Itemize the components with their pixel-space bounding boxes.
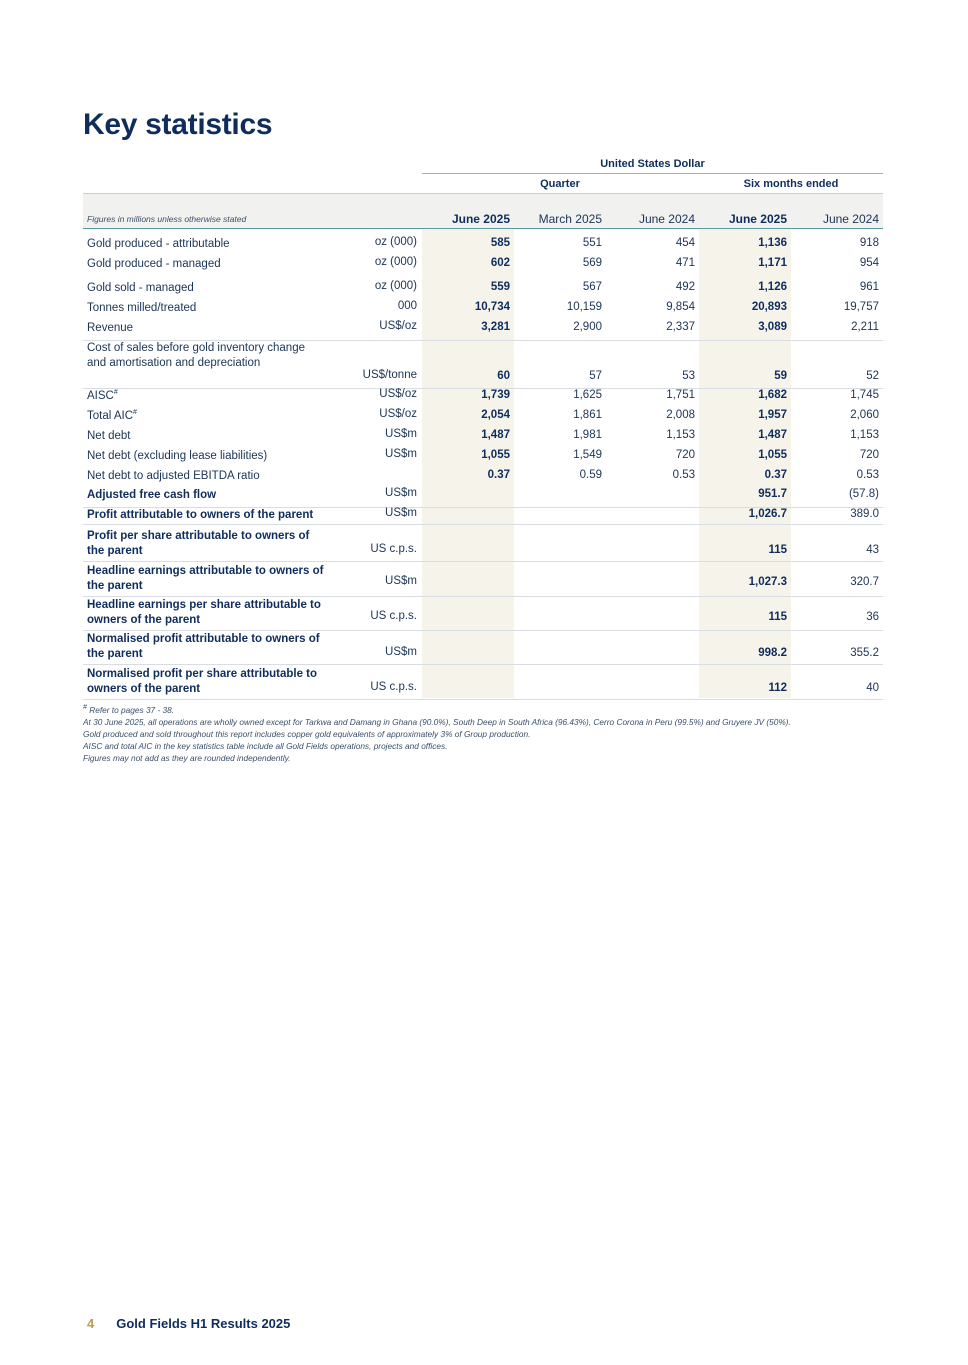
- row-label: [87, 632, 320, 662]
- table-row: [83, 408, 883, 428]
- table-row: [83, 528, 883, 561]
- row-value: 559: [490, 281, 510, 293]
- footnote-marker: #: [133, 409, 137, 417]
- row-value: 52: [866, 370, 879, 382]
- row-label-text: Gold produced - attributable: [87, 238, 230, 250]
- row-value: 10,159: [566, 301, 602, 313]
- row-label-line: the parent: [87, 580, 143, 592]
- row-label: [87, 469, 260, 484]
- row-unit: US$/tonne: [362, 369, 417, 381]
- row-unit: US c.p.s.: [370, 543, 417, 555]
- table-row: [83, 563, 883, 596]
- row-value: 1,861: [573, 409, 602, 421]
- row-value: 567: [582, 281, 602, 293]
- row-label-line: owners of the parent: [87, 683, 201, 695]
- row-value: 10,734: [474, 301, 510, 313]
- row-value: 3,089: [758, 321, 787, 333]
- row-value: 1,549: [573, 449, 602, 461]
- currency-header: United States Dollar: [600, 158, 705, 170]
- row-value: 1,739: [481, 389, 510, 401]
- row-value: 20,893: [751, 301, 787, 313]
- row-unit: US$m: [385, 448, 417, 460]
- document-year: 2025: [261, 1316, 291, 1331]
- row-value: 60: [497, 370, 510, 382]
- row-value: 951.7: [758, 488, 787, 500]
- footnote-refer: [83, 705, 174, 717]
- row-value: 0.59: [579, 469, 602, 481]
- row-value: 1,055: [481, 449, 510, 461]
- table-row: [83, 300, 883, 320]
- row-value: 1,981: [573, 429, 602, 441]
- table-row: [83, 256, 883, 280]
- row-label-text: Net debt (excluding lease liabilities): [87, 450, 268, 462]
- row-value: 454: [675, 237, 695, 249]
- row-label-text: Revenue: [87, 322, 134, 334]
- footnote-marker: #: [83, 704, 87, 712]
- row-divider: [83, 524, 883, 525]
- row-value: 9,854: [666, 301, 695, 313]
- quarter-group-header: Quarter: [540, 178, 580, 190]
- row-unit: US$m: [385, 575, 417, 587]
- row-label-text: Net debt to adjusted EBITDA ratio: [87, 470, 260, 482]
- row-value: 1,026.7: [748, 508, 787, 520]
- col-head-q-june-2024: June 2024: [638, 212, 695, 226]
- row-value: 0.37: [487, 469, 510, 481]
- row-label-line: Profit per share attributable to owners of: [87, 530, 310, 542]
- row-label: [87, 321, 133, 336]
- row-unit: oz (000): [374, 256, 417, 268]
- page-number: 4: [87, 1316, 95, 1331]
- row-label: [87, 429, 130, 444]
- row-label: [87, 389, 118, 404]
- currency-header-rule: [422, 173, 883, 174]
- row-label-text: Profit attributable to owners of the parent: [87, 509, 314, 521]
- column-header-rule: [83, 228, 883, 229]
- col-head-h-june-2025: June 2025: [728, 212, 787, 226]
- row-label: [87, 281, 194, 296]
- row-label: [87, 301, 196, 316]
- row-divider: [83, 561, 883, 562]
- row-value: 389.0: [850, 508, 879, 520]
- row-value: 2,900: [573, 321, 602, 333]
- row-value: 115: [768, 611, 787, 623]
- col-head-q-june-2025: June 2025: [451, 212, 510, 226]
- group-header-rule: [83, 193, 883, 194]
- col-head-h-june-2024: June 2024: [822, 212, 879, 226]
- row-value: 0.53: [672, 469, 695, 481]
- footnote-rounding: Figures may not add as they are rounded independently.: [83, 753, 291, 763]
- row-label: [87, 598, 321, 628]
- row-value: 720: [859, 449, 879, 461]
- row-label-text: AISC: [87, 390, 114, 402]
- row-value: 0.37: [764, 469, 787, 481]
- row-value: 1,682: [758, 389, 787, 401]
- row-unit: US$/oz: [379, 388, 417, 400]
- table-row: [83, 666, 883, 699]
- six-months-group-header: Six months ended: [743, 178, 839, 190]
- row-value: 954: [859, 257, 879, 269]
- page-footer: [87, 1316, 290, 1331]
- row-label: [87, 564, 323, 594]
- table-row: [83, 320, 883, 340]
- footnote-copper: Gold produced and sold throughout this report includes copper gold equivalents of approximately 3% of Group production.: [83, 729, 531, 739]
- document-title-text: Gold Fields H1 Results: [116, 1316, 262, 1331]
- row-label-line: Cost of sales before gold inventory change: [87, 342, 305, 354]
- row-label: [87, 237, 230, 252]
- row-label-text: Adjusted free cash flow: [87, 489, 217, 501]
- row-unit: oz (000): [374, 280, 417, 292]
- row-value: 112: [768, 682, 787, 694]
- row-label-text: Total AIC: [87, 410, 134, 422]
- row-value: 918: [859, 237, 879, 249]
- row-value: 0.53: [856, 469, 879, 481]
- row-label-text: Gold sold - managed: [87, 282, 194, 294]
- row-unit: US c.p.s.: [370, 610, 417, 622]
- row-value: 1,171: [758, 257, 787, 269]
- row-label-line: Headline earnings attributable to owners of: [87, 565, 324, 577]
- table-row: [83, 340, 883, 388]
- row-label-text: Tonnes milled/treated: [87, 302, 197, 314]
- row-label-line: Normalised profit per share attributable to: [87, 668, 318, 680]
- row-label: [87, 449, 267, 464]
- table-row: [83, 428, 883, 448]
- table-row: [83, 597, 883, 630]
- row-label-line: the parent: [87, 545, 143, 557]
- row-value: 1,027.3: [748, 576, 787, 588]
- row-value: 53: [682, 370, 695, 382]
- row-value: 492: [675, 281, 695, 293]
- table-row: [83, 448, 883, 468]
- row-value: 569: [582, 257, 602, 269]
- row-unit: 000: [397, 300, 417, 312]
- row-label: [87, 529, 309, 559]
- row-value: 2,211: [851, 321, 879, 333]
- table-row: [83, 388, 883, 408]
- row-value: (57.8): [848, 488, 879, 500]
- row-value: 961: [859, 281, 879, 293]
- row-label: [87, 488, 216, 503]
- row-label: [87, 257, 221, 272]
- table-row: [83, 487, 883, 507]
- row-value: 1,153: [666, 429, 695, 441]
- row-label: [87, 341, 305, 371]
- row-value: 1,153: [850, 429, 879, 441]
- page-title: Key statistics: [83, 108, 273, 141]
- units-note: Figures in millions unless otherwise stated: [87, 214, 247, 224]
- footnote-ownership: At 30 June 2025, all operations are wholly owned except for Tarkwa and Damang in Ghana (90.0%), South Deep in South Africa (96.43%), Cerro Corona in Peru (99.5%) and Gruyere JV (50%).: [83, 717, 791, 727]
- table-row: [83, 280, 883, 300]
- row-value: 3,281: [481, 321, 510, 333]
- row-value: 998.2: [758, 647, 787, 659]
- row-unit: US$m: [385, 646, 417, 658]
- row-value: 1,136: [758, 237, 787, 249]
- row-unit: oz (000): [374, 236, 417, 248]
- row-unit: US$m: [385, 428, 417, 440]
- row-label-text: Gold produced - managed: [87, 258, 221, 270]
- table-row: [83, 468, 883, 488]
- row-unit: US$m: [385, 487, 417, 499]
- row-value: 2,060: [850, 409, 879, 421]
- row-unit: US c.p.s.: [370, 681, 417, 693]
- row-label-line: owners of the parent: [87, 614, 201, 626]
- row-label-line: the parent: [87, 648, 143, 660]
- document-title: [116, 1316, 290, 1331]
- footnote-text: Refer to pages 37 - 38.: [89, 705, 175, 715]
- row-label-line: Headline earnings per share attributable to: [87, 599, 321, 611]
- row-value: 43: [866, 544, 879, 556]
- row-value: 2,337: [666, 321, 695, 333]
- row-value: 1,625: [573, 389, 602, 401]
- row-value: 36: [866, 611, 879, 623]
- footnote-aisc: AISC and total AIC in the key statistics table include all Gold Fields operations, projects and offices.: [83, 741, 448, 751]
- row-value: 2,008: [666, 409, 695, 421]
- row-unit: US$m: [385, 507, 417, 519]
- row-value: 355.2: [850, 647, 879, 659]
- row-value: 57: [589, 370, 602, 382]
- row-value: 585: [490, 237, 510, 249]
- row-value: 320.7: [850, 576, 879, 588]
- row-value: 1,487: [481, 429, 510, 441]
- row-value: 115: [768, 544, 787, 556]
- row-value: 602: [490, 257, 510, 269]
- row-label: [87, 508, 313, 523]
- row-value: 59: [774, 370, 787, 382]
- row-divider: [83, 664, 883, 665]
- row-label-line: and amortisation and depreciation: [87, 357, 261, 369]
- row-value: 19,757: [843, 301, 879, 313]
- row-value: 1,957: [758, 409, 787, 421]
- row-label: [87, 409, 137, 424]
- row-label-line: Normalised profit attributable to owners of: [87, 633, 320, 645]
- row-divider: [83, 699, 883, 700]
- col-head-q-march-2025: March 2025: [538, 212, 602, 226]
- row-unit: US$/oz: [379, 408, 417, 420]
- row-value: 1,487: [758, 429, 787, 441]
- row-label: [87, 667, 317, 697]
- table-row: [83, 631, 883, 664]
- row-value: 551: [582, 237, 602, 249]
- row-value: 2,054: [481, 409, 510, 421]
- table-row: [83, 507, 883, 524]
- footnote-marker: #: [113, 389, 118, 397]
- row-value: 1,751: [666, 389, 695, 401]
- row-value: 1,055: [758, 449, 787, 461]
- row-value: 471: [675, 257, 695, 269]
- row-unit: US$/oz: [379, 320, 417, 332]
- row-value: 40: [866, 682, 879, 694]
- table-row: [83, 236, 883, 256]
- row-value: 720: [675, 449, 695, 461]
- row-label-text: Net debt: [87, 430, 131, 442]
- row-value: 1,745: [850, 389, 879, 401]
- row-value: 1,126: [758, 281, 787, 293]
